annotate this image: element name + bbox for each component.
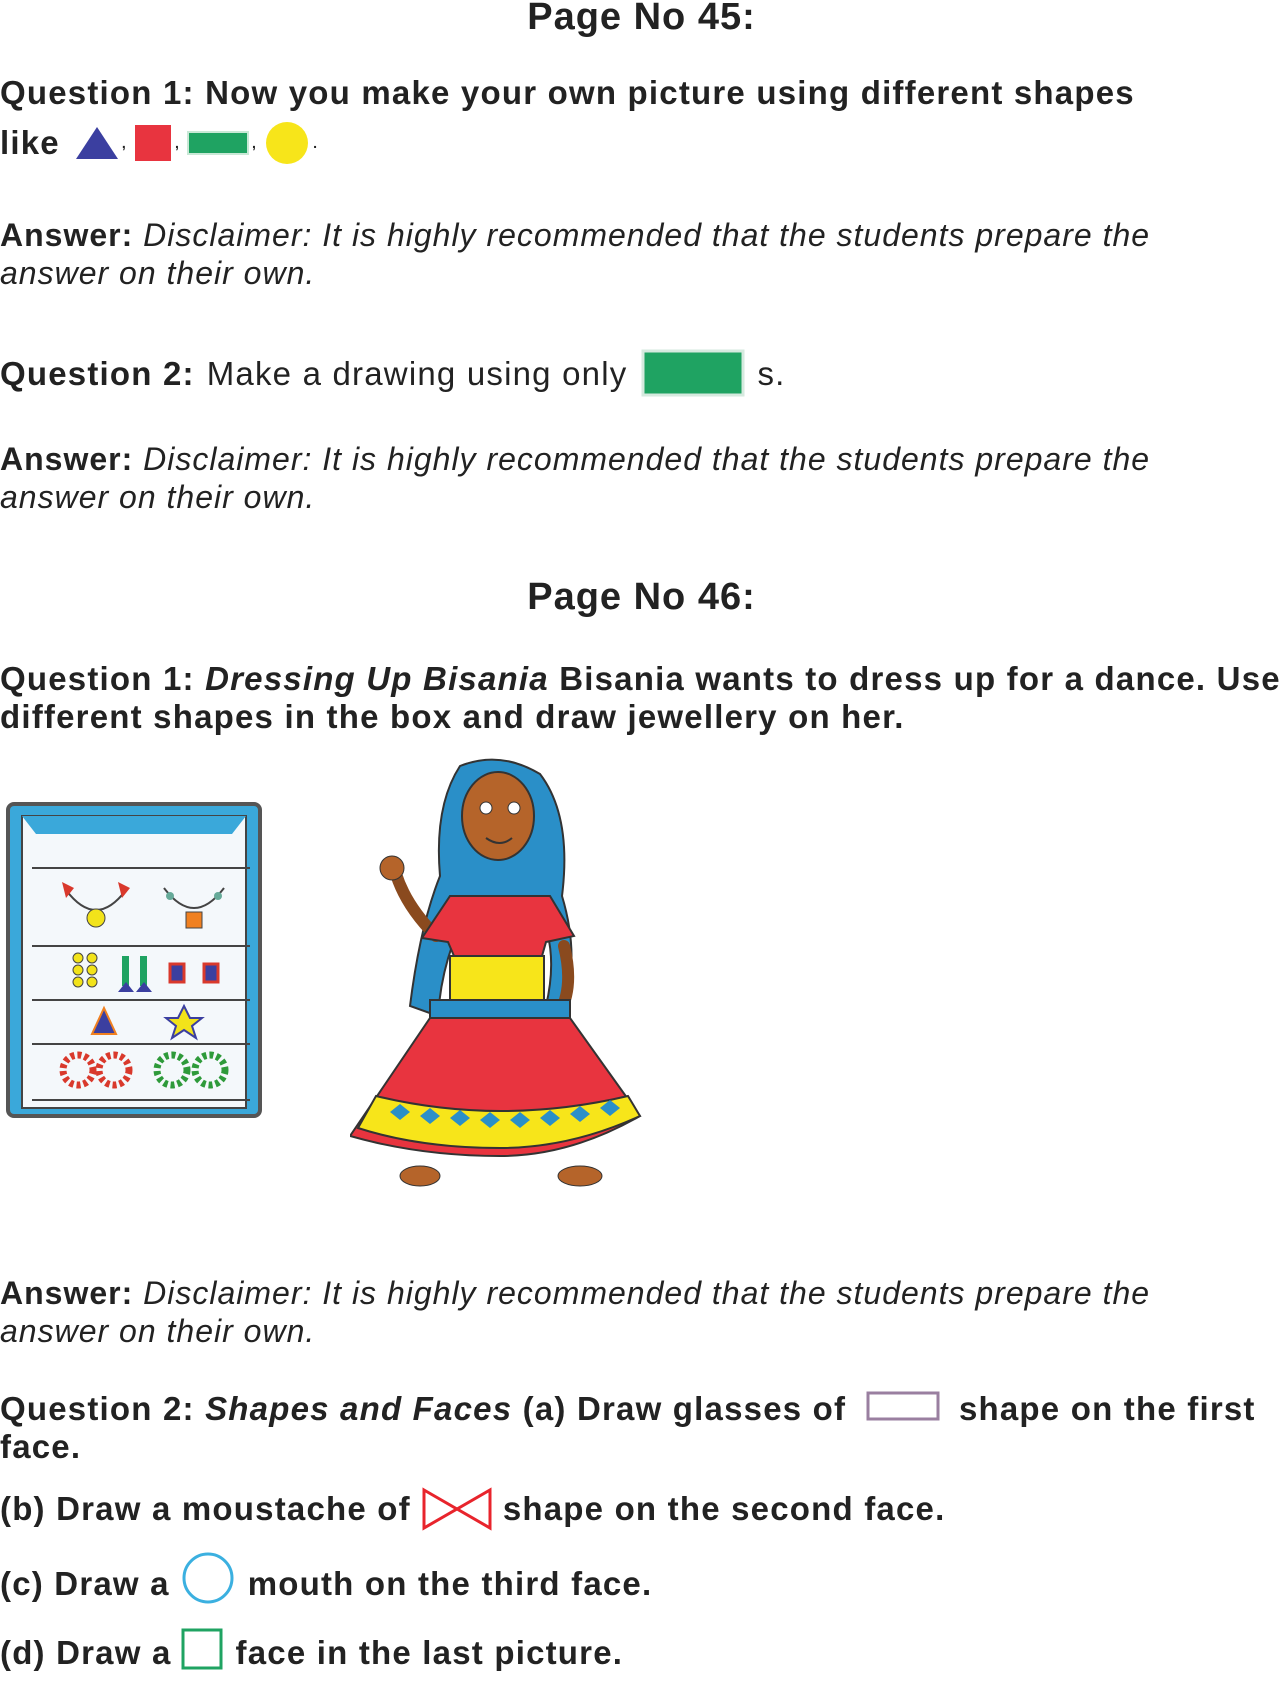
p45-question-1 (0, 74, 1283, 112)
p46-question-2 (0, 1390, 1283, 1466)
page-45-title: Page No 45: (527, 0, 756, 38)
part-c-text-2: mouth on the third face. (247, 1565, 653, 1602)
answer-label: Answer: (0, 217, 134, 253)
circle-outline-icon (180, 1550, 236, 1606)
part-d-text-2: face in the last picture. (235, 1634, 624, 1671)
like-text: like (0, 124, 60, 161)
question-label: Question 1: (0, 660, 195, 697)
p45-answer-1 (0, 216, 1150, 292)
rectangle-shape-icon (641, 349, 745, 399)
part-a-text-2: shape on the first (958, 1390, 1256, 1427)
part-b-text-2: shape on the second face. (502, 1490, 946, 1527)
answer-label: Answer: (0, 1275, 134, 1311)
question-label: Question 1: (0, 74, 195, 111)
answer-line-1: Disclaimer: It is highly recommended that the students prepare the (143, 441, 1151, 477)
answer-line-2: answer on their own. (0, 255, 316, 291)
bisania-dancer-illustration (350, 756, 680, 1236)
answer-line-1: Disclaimer: It is highly recommended that the students prepare the (143, 1275, 1151, 1311)
question-text: Now you make your own picture using different shapes (205, 74, 1135, 111)
question-title: Dressing Up Bisania (205, 660, 549, 697)
p46-question-1 (0, 660, 1283, 736)
p45-answer-2 (0, 440, 1150, 516)
triangle-shape-icon (74, 125, 120, 161)
p45-question-1-shapes: like , , , . (0, 118, 324, 168)
jewellery-box-illustration (4, 800, 264, 1120)
question-suffix: s. (757, 355, 786, 392)
answer-label: Answer: (0, 441, 134, 477)
page-46-title: Page No 46: (527, 576, 756, 618)
rectangle-outline-icon (865, 1390, 941, 1424)
question-text: Make a drawing using only (206, 355, 628, 392)
part-b-text: (b) Draw a moustache of (0, 1490, 411, 1527)
part-a-line-2: face. (0, 1428, 82, 1465)
rectangle-shape-icon (186, 128, 250, 158)
part-a-text: (a) Draw glasses of (522, 1390, 847, 1427)
p46-answer-1 (0, 1274, 1150, 1350)
p45-question-2 (0, 344, 786, 404)
question-title: Shapes and Faces (205, 1390, 513, 1427)
part-d-text: (d) Draw a (0, 1634, 172, 1671)
question-text-2: different shapes in the box and draw jewellery on her. (0, 698, 905, 735)
question-text-1: Bisania wants to dress up for a dance. Use (559, 660, 1281, 697)
answer-line-2: answer on their own. (0, 1313, 316, 1349)
question-label: Question 2: (0, 355, 195, 392)
p46-question-2-c (0, 1556, 652, 1612)
answer-line-2: answer on their own. (0, 479, 316, 515)
answer-line-1: Disclaimer: It is highly recommended that the students prepare the (143, 217, 1151, 253)
bow-tie-moustache-icon (421, 1487, 493, 1531)
p46-question-2-b (0, 1484, 945, 1534)
square-outline-icon (180, 1627, 224, 1671)
square-shape-icon (133, 123, 173, 163)
question-label: Question 2: (0, 1390, 195, 1427)
part-c-text: (c) Draw a (0, 1565, 170, 1602)
p46-question-2-d (0, 1628, 623, 1678)
circle-shape-icon (263, 119, 311, 167)
